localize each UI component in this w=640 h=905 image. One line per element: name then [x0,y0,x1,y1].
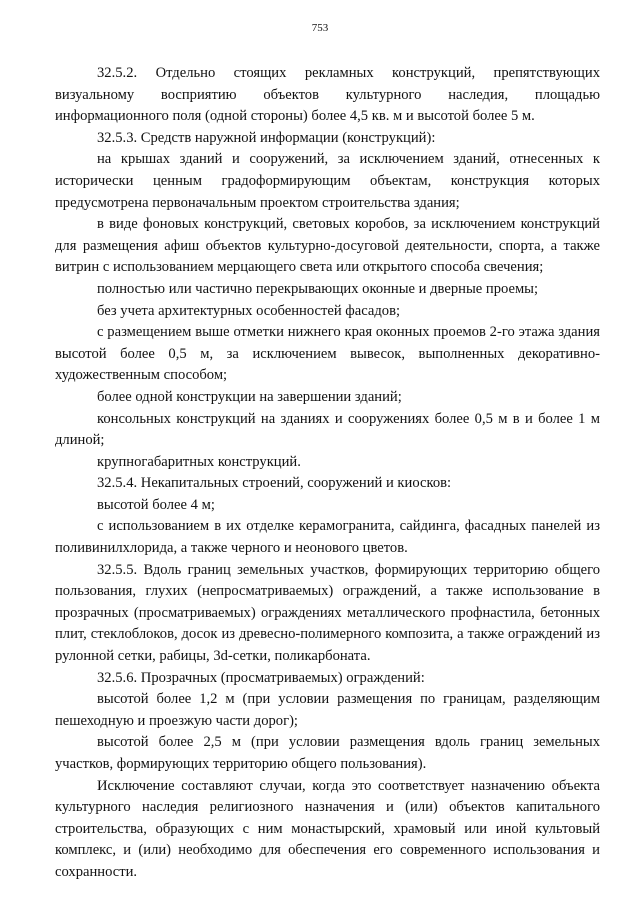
list-item: в виде фоновых конструкций, световых коробов, за исключением конструкций для размещения афиш объектов культурно-досуговой деятельности, спорта, а также витрин с использованием мерцающего света или открытого способа свечения; [55,216,600,276]
list-item: с размещением выше отметки нижнего края оконных проемов 2-го этажа здания высотой более 0,5 м, за исключением вывесок, выполненных декоративно-художественным способом; [55,324,600,384]
list-item: с использованием в их отделке керамогранита, сайдинга, фасадных панелей из поливинилхлорида, а также черного и неонового цветов. [55,518,600,557]
page-number: 753 [311,22,329,34]
list-item: высотой более 4 м; [97,496,215,513]
list-item: на крышах зданий и сооружений, за исключением зданий, отнесенных к исторически ценным градоформирующим объектам, конструкция которых предусмотрена первоначальным проектом строительства здания; [55,151,600,211]
paragraph-32-5-2: 32.5.2. Отдельно стоящих рекламных конструкций, препятствующих визуальному восприятию объектов культурного наследия, площадью информационного поля (одной стороны) более 4,5 кв. м и высотой более 5 м. [55,65,600,125]
paragraph-32-5-3-heading: 32.5.3. Средств наружной информации (конструкций): [97,129,436,146]
document-body [55,63,600,884]
list-item: высотой более 1,2 м (при условии размещения по границам, разделяющим пешеходную и проезжую части дорог); [55,691,600,729]
list-item: крупногабаритных конструкций. [97,453,301,470]
list-item: полностью или частично перекрывающих оконные и дверные проемы; [97,280,539,297]
list-item: без учета архитектурных особенностей фасадов; [97,302,401,319]
paragraph-32-5-5: 32.5.5. Вдоль границ земельных участков, формирующих территорию общего пользования, глухих (непросматриваемых) ограждений, а также использование в прозрачных (просматриваемых) ограждениях металлического профнастила, бетонных плит, стеклоблоков, досок из древесно-полимерного композита, а также ограждений из рулонной сетки, рабицы, 3d-сетки, поликарбоната. [55,561,600,665]
paragraph-exception: Исключение составляют случаи, когда это соответствует назначению объекта культурного наследия религиозного назначения и (или) объектов капитального строительства, образующих с ним монастырский, храмовый или иной культовый комплекс, и (или) необходимо для обеспечения его современного использования и сохранности. [55,777,600,880]
list-item: консольных конструкций на зданиях и сооружениях более 0,5 м в и более 1 м длиной; [55,410,600,449]
paragraph-32-5-6-heading: 32.5.6. Прозрачных (просматриваемых) ограждений: [97,669,425,686]
paragraph-32-5-4-heading: 32.5.4. Некапитальных строений, сооружений и киосков: [97,475,452,492]
list-item: более одной конструкции на завершении зданий; [97,388,402,405]
list-item: высотой более 2,5 м (при условии размещения вдоль границ земельных участков, формирующих территорию общего пользования). [55,734,600,772]
